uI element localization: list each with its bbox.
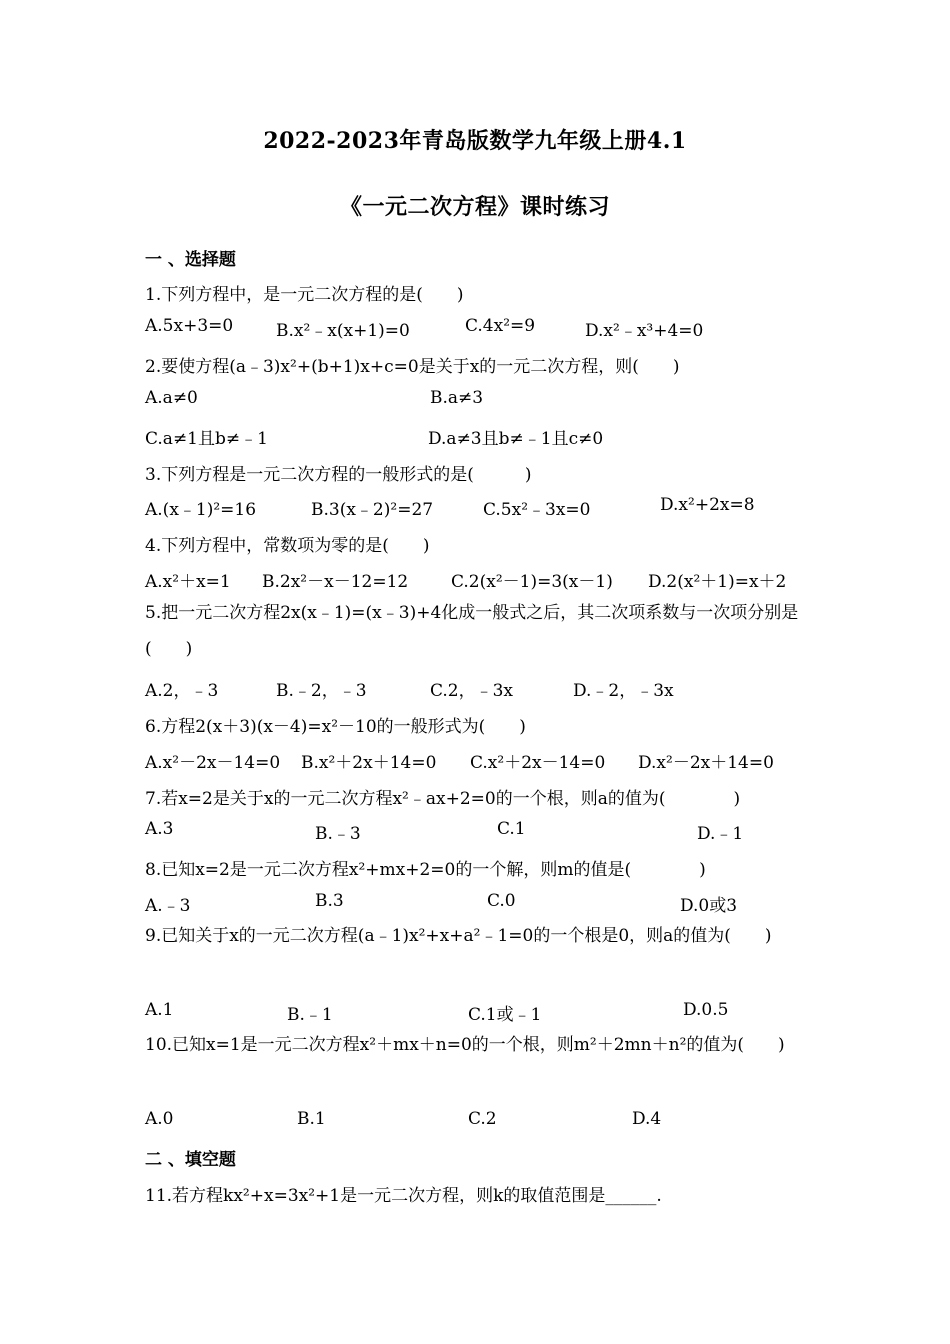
question-stem: 8.已知x=2是一元二次方程x²+mx+2=0的一个解，则m的值是( ) [145, 860, 706, 880]
question-stem: 6.方程2(x＋3)(x－4)=x²－10的一般形式为( ) [145, 717, 526, 737]
document-title: 2022-2023年青岛版数学九年级上册4.1 [263, 128, 687, 154]
document-subtitle: 《一元二次方程》课时练习 [339, 194, 610, 220]
option-d: D.0.5 [683, 1000, 729, 1020]
question-stem: 9.已知关于x的一元二次方程(a﹣1)x²+x+a²﹣1=0的一个根是0，则a的值为( ) [145, 926, 772, 946]
option-b: B.﹣2，﹣3 [276, 681, 367, 701]
option-c: C.5x²﹣3x=0 [483, 500, 591, 520]
option-c: C.a≠1且b≠﹣1 [145, 429, 268, 449]
option-a: A.(x﹣1)²=16 [145, 500, 257, 520]
option-d: D.﹣2，﹣3x [573, 681, 674, 701]
option-c: C.1或﹣1 [468, 1005, 542, 1025]
option-c: C.x²＋2x－14=0 [470, 753, 606, 773]
question-stem: 10.已知x=1是一元二次方程x²＋mx＋n=0的一个根，则m²＋2mn＋n²的值为( ) [145, 1035, 785, 1055]
option-c: C.1 [497, 819, 526, 839]
option-c: C.2 [468, 1109, 497, 1129]
question-stem: 2.要使方程(a﹣3)x²+(b+1)x+c=0是关于x的一元二次方程，则( ) [145, 357, 680, 377]
question-stem: 1.下列方程中，是一元二次方程的是( ) [145, 285, 464, 305]
question-stem: 7.若x=2是关于x的一元二次方程x²﹣ax+2=0的一个根，则a的值为( ) [145, 789, 741, 809]
option-c: C.4x²=9 [465, 316, 536, 336]
section-heading-fill: 二 、填空题 [145, 1150, 236, 1170]
option-a: A.2，﹣3 [145, 681, 219, 701]
option-b: B.1 [297, 1109, 326, 1129]
option-b: B.a≠3 [430, 388, 484, 408]
option-a: A.5x+3=0 [145, 316, 234, 336]
question-stem: 11.若方程kx²+x=3x²+1是一元二次方程，则k的取值范围是______. [145, 1186, 662, 1206]
option-d: D.x²﹣x³+4=0 [585, 321, 704, 341]
question-stem: 4.下列方程中，常数项为零的是( ) [145, 536, 430, 556]
option-a: A.a≠0 [145, 388, 198, 408]
option-a: A.0 [145, 1109, 174, 1129]
option-a: A.3 [145, 819, 174, 839]
option-b: B.2x²－x－12=12 [262, 572, 409, 592]
option-d: D.x²－2x＋14=0 [638, 753, 774, 773]
option-a: A.x²－2x－14=0 [145, 753, 281, 773]
option-b: B.x²﹣x(x+1)=0 [276, 321, 410, 341]
option-d: D.x²+2x=8 [660, 495, 755, 515]
option-b: B.﹣1 [287, 1005, 333, 1025]
option-c: C.2，﹣3x [430, 681, 514, 701]
option-d: D.0或3 [680, 896, 738, 916]
option-b: B.3 [315, 891, 344, 911]
option-b: B.3(x﹣2)²=27 [311, 500, 434, 520]
option-a: A.x²＋x=1 [145, 572, 231, 592]
option-c: C.0 [487, 891, 516, 911]
question-stem: 3.下列方程是一元二次方程的一般形式的是( ) [145, 465, 532, 485]
option-a: A.1 [145, 1000, 174, 1020]
option-d: D.﹣1 [697, 824, 744, 844]
option-a: A.﹣3 [145, 896, 191, 916]
option-c: C.2(x²－1)=3(x－1) [451, 572, 613, 592]
option-d: D.a≠3且b≠﹣1且c≠0 [428, 429, 604, 449]
question-stem: 5.把一元二次方程2x(x﹣1)=(x﹣3)+4化成一般式之后，其二次项系数与一次项分别是( ) [145, 603, 799, 659]
option-b: B.x²＋2x＋14=0 [301, 753, 437, 773]
section-heading-choice: 一 、选择题 [145, 250, 236, 270]
option-d: D.2(x²＋1)=x＋2 [648, 572, 787, 592]
option-d: D.4 [632, 1109, 662, 1129]
option-b: B.﹣3 [315, 824, 361, 844]
